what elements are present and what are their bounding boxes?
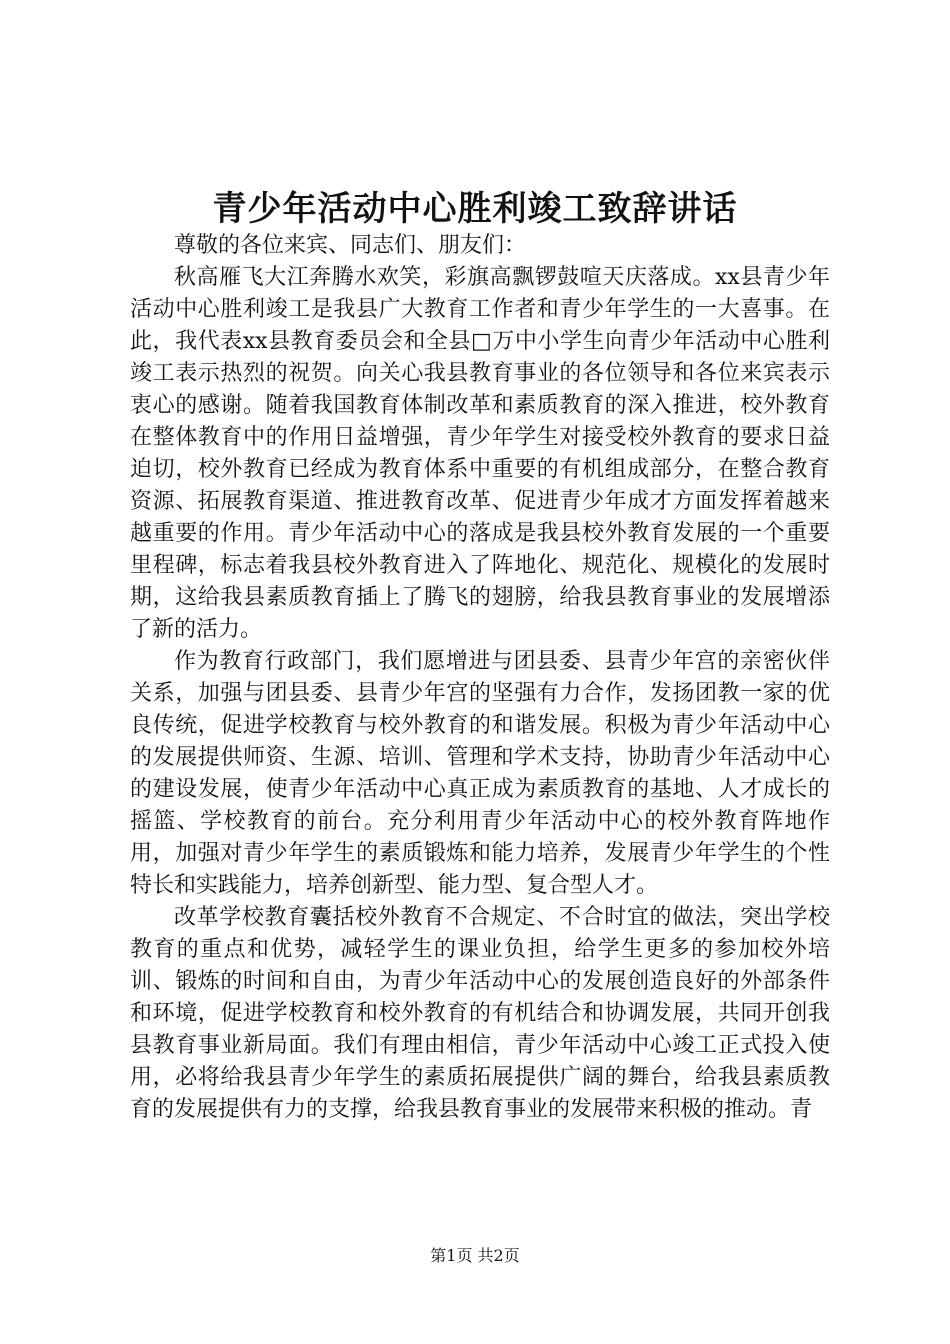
document-body [130, 230, 830, 1126]
page-number-footer: 第1页 共2页 [430, 1246, 520, 1265]
paragraph: 秋高雁飞大江奔腾水欢笑，彩旗高飘锣鼓喧天庆落成。xx县青少年活动中心胜利竣工是我县广大教育工作者和青少年学生的一大喜事。在此，我代表xx县教育委员会和全县□万中小学生向青少年活动中心胜利竣工表示热烈的祝贺。向关心我县教育事业的各位领导和各位来宾表示衷心的感谢。随着我国教育体制改革和素质教育的深入推进，校外教育在整体教育中的作用日益增强，青少年学生对接受校外教育的要求日益迫切，校外教育已经成为教育体系中重要的有机组成部分，在整合教育资源、拓展教育渠道、推进教育改革、促进青少年成才方面发挥着越来越重要的作用。青少年活动中心的落成是我县校外教育发展的一个重要里程碑，标志着我县校外教育进入了阵地化、规范化、规模化的发展时期，这给我县素质教育插上了腾飞的翅膀，给我县教育事业的发展增添了新的活力。 [130, 265, 830, 642]
document-title: 青少年活动中心胜利竣工致辞讲话 [212, 189, 738, 229]
paragraph: 改革学校教育囊括校外教育不合规定、不合时宜的做法，突出学校教育的重点和优势，减轻学生的课业负担，给学生更多的参加校外培训、锻炼的时间和自由，为青少年活动中心的发展创造良好的外部条件和环境，促进学校教育和校外教育的有机结合和协调发展，共同开创我县教育事业新局面。我们有理由相信，青少年活动中心竣工正式投入使用，必将给我县青少年学生的素质拓展提供广阔的舞台，给我县素质教育的发展提供有力的支撑，给我县教育事业的发展带来积极的推动。青 [130, 905, 830, 1122]
paragraph: 作为教育行政部门，我们愿增进与团县委、县青少年宫的亲密伙伴关系，加强与团县委、县青少年宫的坚强有力合作，发扬团教一家的优良传统，促进学校教育与校外教育的和谐发展。积极为青少年活动中心的发展提供师资、生源、培训、管理和学术支持，协助青少年活动中心的建设发展，使青少年活动中心真正成为素质教育的基地、人才成长的摇篮、学校教育的前台。充分利用青少年活动中心的校外教育阵地作用，加强对青少年学生的素质锻炼和能力培养，发展青少年学生的个性特长和实践能力，培养创新型、能力型、复合型人才。 [130, 649, 830, 898]
salutation: 尊敬的各位来宾、同志们、朋友们： [174, 233, 527, 258]
